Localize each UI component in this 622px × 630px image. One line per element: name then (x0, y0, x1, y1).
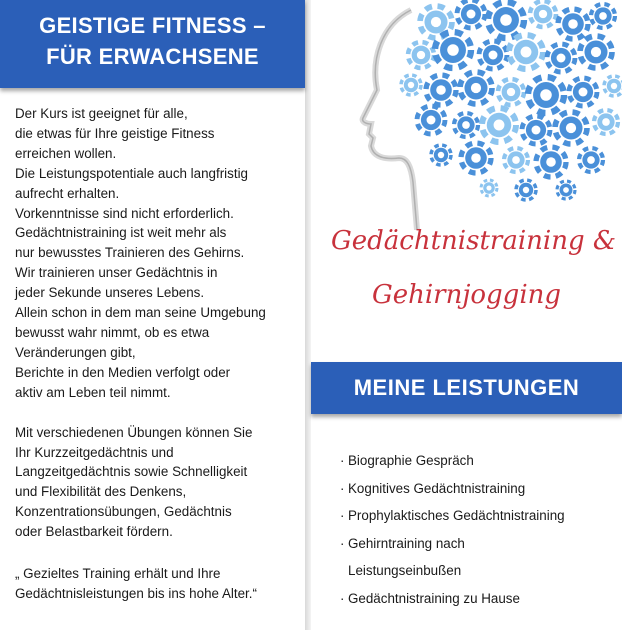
gear-icon (530, 1, 556, 27)
text-line: Konzentrationsübungen, Gedächtnis (15, 504, 232, 520)
text-line: „ Gezieltes Training erhält und Ihre (15, 566, 221, 582)
text-line: bewusst wahr nimmt, ob es etwa (15, 324, 210, 340)
gear-icon (528, 77, 564, 113)
gear-icon (516, 180, 536, 200)
bullet-icon: · (340, 590, 345, 606)
gear-icon (488, 2, 524, 38)
gear-icon (498, 79, 524, 105)
text-line: Ihr Kurzzeitgedächtnis und (15, 444, 174, 460)
gear-icon (536, 147, 566, 177)
gear-icon (457, 0, 485, 28)
service-item: · Gehirntraining nach (340, 533, 615, 561)
text-line: Die Leistungspotentiale auch langfristig (15, 165, 248, 181)
left-heading-banner (0, 0, 305, 88)
gear-icon (431, 145, 451, 165)
gear-icon (509, 35, 543, 69)
bullet-icon: · (340, 508, 345, 523)
title-line-2: Gehirnjogging (371, 280, 562, 310)
text-line: erreichen wollen. (15, 145, 117, 161)
face-outline (363, 10, 417, 230)
gear-icon (557, 181, 575, 199)
paragraph-2 (15, 423, 300, 542)
service-item-continuation: Leistungseinbußen (348, 563, 462, 578)
gear-icon (482, 108, 516, 142)
gear-icon (558, 9, 588, 39)
text-line: und Flexibilität des Denkens, (15, 484, 187, 500)
gear-icon (426, 75, 456, 105)
text-line: Langzeitgedächtnis sowie Schnelligkeit (15, 464, 248, 480)
heading-line-2: FÜR ERWACHSENE (46, 44, 259, 69)
gears-head-illustration (311, 0, 622, 230)
face-line (363, 10, 417, 230)
gear-icon (591, 4, 615, 28)
services-heading-banner: MEINE LEISTUNGEN (311, 362, 622, 414)
quote (15, 564, 300, 604)
heading-line-1: GEISTIGE FITNESS – (39, 13, 266, 38)
text-line: Gedächtnistraining ist weit mehr als (15, 225, 227, 241)
gear-icon (408, 42, 434, 68)
paragraph-1 (15, 104, 300, 403)
gear-icon (580, 36, 612, 68)
text-line: oder Belastbarkeit fördern. (15, 524, 173, 540)
course-description (15, 104, 300, 604)
service-item: · Biographie Gespräch (340, 450, 615, 478)
service-item: · Prophylaktisches Gedächtnistraining (340, 505, 615, 533)
gear-icon (479, 41, 507, 69)
text-line: nur bewusstes Trainieren des Gehirns. (15, 245, 245, 261)
text-line: Vorkenntnisse sind nicht erforderlich. (15, 205, 234, 221)
text-line: Gedächtnisleistungen bis ins hohe Alter.“ (15, 585, 257, 601)
text-line: Der Kurs ist geeignet für alle, (15, 106, 188, 121)
gear-icon (547, 44, 575, 72)
bullet-icon: · (340, 453, 345, 468)
text-line: Mit verschiedenen Übungen können Sie (15, 424, 253, 440)
gear-icon (461, 143, 491, 173)
gears-group (401, 0, 622, 200)
gear-icon (401, 75, 421, 95)
service-item: · Kognitives Gedächtnistraining (340, 478, 615, 506)
gear-icon (417, 106, 445, 134)
text-line: Wir trainieren unser Gedächtnis in (15, 265, 218, 281)
text-line: jeder Sekunde unseres Lebens. (15, 285, 205, 301)
gear-icon (460, 72, 492, 104)
services-list (340, 450, 615, 615)
text-line: aktiv am Leben teil nimmt. (15, 384, 171, 400)
text-line: Allein schon in dem man seine Umgebung (15, 305, 266, 321)
gear-icon (555, 112, 587, 144)
bullet-icon: · (340, 535, 345, 551)
gears-head-icon (311, 0, 622, 230)
text-line: Berichte in den Medien verfolgt oder (15, 364, 231, 380)
gear-icon (579, 148, 603, 172)
gear-icon (435, 32, 471, 68)
gear-icon (454, 113, 478, 137)
service-item: · Gedächtnistraining zu Hause (340, 588, 615, 616)
title-line-1: Gedächtnistraining & (330, 226, 616, 256)
gear-icon (522, 116, 550, 144)
gear-icon (504, 148, 528, 172)
gear-icon (569, 78, 597, 106)
text-line: die etwas für Ihre geistige Fitness (15, 125, 215, 141)
text-line: Veränderungen gibt, (15, 344, 136, 360)
text-line: aufrecht erhalten. (15, 185, 120, 201)
gear-icon (594, 110, 618, 134)
bullet-icon: · (340, 480, 345, 496)
gear-icon (604, 76, 622, 96)
gear-icon (481, 180, 497, 196)
